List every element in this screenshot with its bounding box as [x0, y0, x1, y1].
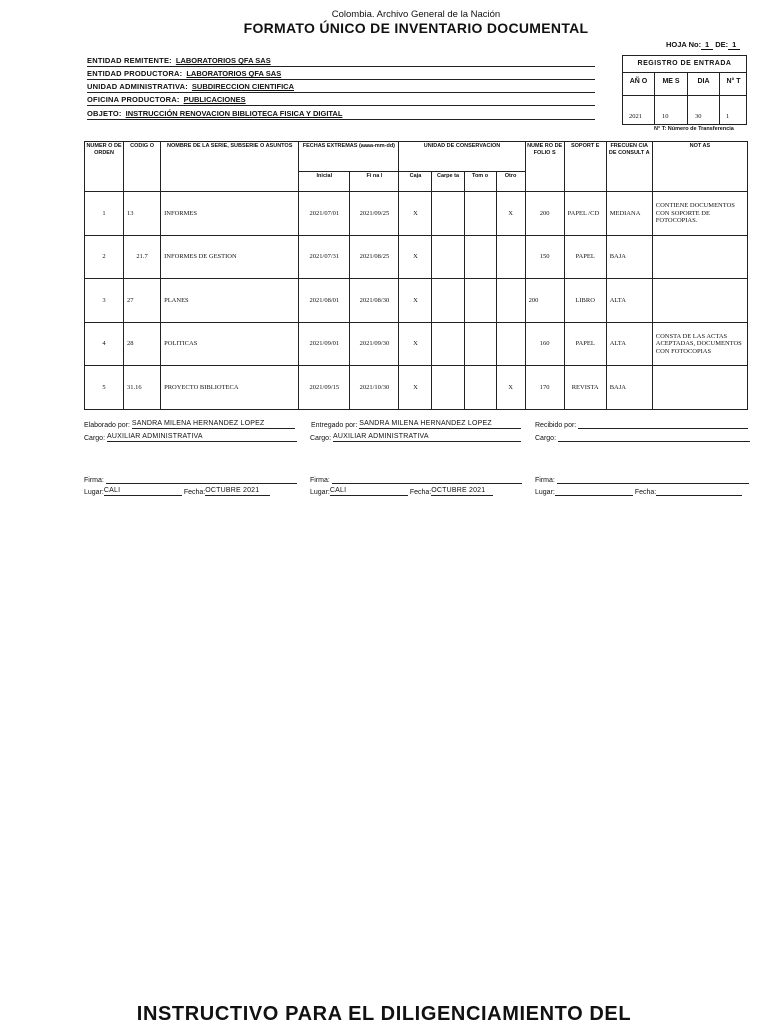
- fecha-label: Fecha:: [634, 489, 657, 496]
- field-label: ENTIDAD REMITENTE:: [87, 56, 172, 65]
- cell-num: 5: [85, 366, 124, 410]
- lugar-value: CALI: [103, 487, 121, 494]
- document-subtitle: Colombia. Archivo General de la Nación: [331, 9, 501, 20]
- lugar-label: Lugar:: [310, 489, 330, 496]
- cell-folios: 200: [525, 279, 564, 323]
- registro-title: REGISTRO DE ENTRADA: [623, 56, 746, 73]
- cell-final: 2021/10/30: [350, 366, 399, 410]
- cell-soporte: PAPEL: [564, 322, 606, 366]
- cell-tomo: [464, 279, 496, 323]
- field-value: INSTRUCCIÓN RENOVACION BIBLIOTECA FISICA Y DIGITAL: [125, 109, 343, 118]
- header-caja: Caja: [399, 172, 432, 192]
- field-label: OFICINA PRODUCTORA:: [87, 95, 180, 104]
- cell-notas: CONSTA DE LAS ACTAS ACEPTADAS, DOCUMENTOS CON FOTOCOPIAS: [652, 322, 747, 366]
- header-numero: NUMER O DE ORDEN: [85, 142, 124, 192]
- cell-tomo: [464, 366, 496, 410]
- header-carpeta: Carpe ta: [432, 172, 464, 192]
- header-tomo: Tom o: [464, 172, 496, 192]
- cell-carpeta: [432, 322, 464, 366]
- lugar-fecha-elaborado: [84, 487, 270, 497]
- cell-frecuencia: MEDIANA: [606, 192, 652, 236]
- cell-caja: X: [399, 192, 432, 236]
- table-row: [85, 192, 748, 236]
- registro-col-ano: AÑ O: [623, 73, 655, 125]
- elaborado-value: SANDRA MILENA HERNANDEZ LOPEZ: [131, 420, 265, 427]
- header-fechas: FECHAS EXTREMAS (aaaa-mm-dd): [299, 142, 399, 172]
- header-codigo: CODIG O: [124, 142, 161, 192]
- cell-soporte: LIBRO: [564, 279, 606, 323]
- firma-recibido: [535, 475, 749, 485]
- cargo-value: AUXILIAR ADMINISTRATIVA: [106, 433, 203, 440]
- header-inicial: Inicial: [299, 172, 350, 192]
- inventory-table: [84, 141, 748, 410]
- cell-soporte: PAPEL /CD: [564, 192, 606, 236]
- recibido-por: [535, 420, 748, 430]
- field-value: LABORATORIOS QFA SAS: [175, 56, 271, 65]
- cell-final: 2021/09/25: [350, 192, 399, 236]
- firma-label: Firma:: [84, 477, 104, 484]
- field-label: UNIDAD ADMINISTRATIVA:: [87, 82, 188, 91]
- cell-frecuencia: BAJA: [606, 366, 652, 410]
- table-row: [85, 279, 748, 323]
- registro-col-dia: DIA: [688, 73, 720, 125]
- entregado-por: [311, 420, 521, 430]
- cargo-elaborado: [84, 433, 297, 443]
- table-row: [85, 366, 748, 410]
- field-unidad-administrativa: [87, 82, 595, 93]
- cell-otro: [496, 235, 525, 279]
- lugar-value: CALI: [329, 487, 347, 494]
- registro-nt-value: 1: [726, 113, 730, 120]
- cell-folios: 200: [525, 192, 564, 236]
- header-unidad: UNIDAD DE CONSERVACION: [399, 142, 525, 172]
- table-header-row: [85, 142, 748, 172]
- header-otro: Otro: [496, 172, 525, 192]
- entregado-label: Entregado por:: [311, 422, 358, 429]
- field-oficina-productora: [87, 95, 595, 106]
- cell-folios: 160: [525, 322, 564, 366]
- header-notas: NOT AS: [652, 142, 747, 192]
- cell-soporte: REVISTA: [564, 366, 606, 410]
- cell-nombre: POLITICAS: [161, 322, 299, 366]
- field-entidad-remitente: [87, 56, 595, 67]
- cell-num: 3: [85, 279, 124, 323]
- cell-soporte: PAPEL: [564, 235, 606, 279]
- cell-num: 4: [85, 322, 124, 366]
- header-final: Fi na l: [350, 172, 399, 192]
- registro-col-nt: N° T: [726, 78, 741, 85]
- cell-num: 1: [85, 192, 124, 236]
- fecha-value: OCTUBRE 2021: [205, 487, 260, 494]
- cell-otro: [496, 279, 525, 323]
- registro-mes-value: 10: [662, 113, 669, 120]
- cell-tomo: [464, 235, 496, 279]
- cell-num: 2: [85, 235, 124, 279]
- elaborado-por: [84, 420, 295, 430]
- cell-notas: [652, 279, 747, 323]
- de-label: DE:: [715, 40, 729, 49]
- fecha-value: OCTUBRE 2021: [431, 487, 486, 494]
- cell-inicial: 2021/09/15: [299, 366, 350, 410]
- firma-label: Firma:: [310, 477, 330, 484]
- hoja-value: 1: [701, 40, 713, 50]
- entregado-value: SANDRA MILENA HERNANDEZ LOPEZ: [359, 420, 492, 427]
- cell-cod: 31.16: [124, 366, 161, 410]
- registro-ano-value: 2021: [629, 113, 642, 120]
- firma-label: Firma:: [535, 477, 555, 484]
- cargo-entregado: [310, 433, 521, 443]
- cell-tomo: [464, 192, 496, 236]
- cell-carpeta: [432, 279, 464, 323]
- cell-otro: X: [496, 192, 525, 236]
- cargo-recibido: [535, 433, 750, 443]
- field-label: ENTIDAD PRODUCTORA:: [87, 69, 183, 78]
- cell-notas: [652, 366, 747, 410]
- table-row: [85, 235, 748, 279]
- de-value: 1: [728, 40, 740, 50]
- cell-frecuencia: BAJA: [606, 235, 652, 279]
- cell-notas: [652, 235, 747, 279]
- cargo-label: Cargo:: [84, 435, 106, 442]
- firma-elaborado: [84, 475, 297, 485]
- cell-notas: CONTIENE DOCUMENTOS CON SOPORTE DE FOTOCOPIAS.: [652, 192, 747, 236]
- cargo-value: AUXILIAR ADMINISTRATIVA: [332, 433, 429, 440]
- sheet-number: [666, 40, 740, 50]
- header-frecuencia: FRECUEN CIA DE CONSULT A: [606, 142, 652, 192]
- cell-inicial: 2021/07/01: [299, 192, 350, 236]
- recibido-label: Recibido por:: [535, 422, 577, 429]
- cell-caja: X: [399, 366, 432, 410]
- cell-inicial: 2021/09/01: [299, 322, 350, 366]
- lugar-label: Lugar:: [84, 489, 104, 496]
- header-nombre: NOMBRE DE LA SERIE, SUBSERIE O ASUNTOS: [161, 142, 299, 192]
- lugar-fecha-recibido: [535, 487, 742, 497]
- cell-cod: 21.7: [124, 235, 161, 279]
- cell-carpeta: [432, 366, 464, 410]
- cell-caja: X: [399, 235, 432, 279]
- field-value: LABORATORIOS QFA SAS: [186, 69, 282, 78]
- fecha-label: Fecha:: [409, 489, 432, 496]
- cell-cod: 13: [124, 192, 161, 236]
- cell-caja: X: [399, 322, 432, 366]
- cell-nombre: PROYECTO BIBLIOTECA: [161, 366, 299, 410]
- cell-final: 2021/08/30: [350, 279, 399, 323]
- cell-nombre: INFORMES: [161, 192, 299, 236]
- registro-note: N° T: Número de Transferencia: [654, 126, 734, 132]
- cell-inicial: 2021/07/31: [299, 235, 350, 279]
- field-objeto: [87, 109, 595, 120]
- cell-cod: 28: [124, 322, 161, 366]
- cell-cod: 27: [124, 279, 161, 323]
- cell-carpeta: [432, 192, 464, 236]
- cell-caja: X: [399, 279, 432, 323]
- cell-frecuencia: ALTA: [606, 279, 652, 323]
- field-value: PUBLICACIONES: [183, 95, 246, 104]
- field-label: OBJETO:: [87, 109, 122, 118]
- document-title: FORMATO ÚNICO DE INVENTARIO DOCUMENTAL: [243, 20, 589, 36]
- fecha-label: Fecha:: [183, 489, 206, 496]
- firma-entregado: [310, 475, 522, 485]
- registro-entrada-box: [622, 55, 747, 125]
- lugar-label: Lugar:: [535, 489, 555, 496]
- cell-folios: 150: [525, 235, 564, 279]
- header-soporte: SOPORT E: [564, 142, 606, 192]
- cell-tomo: [464, 322, 496, 366]
- cell-nombre: PLANES: [161, 279, 299, 323]
- cargo-label: Cargo:: [310, 435, 332, 442]
- elaborado-label: Elaborado por:: [84, 422, 130, 429]
- table-row: [85, 322, 748, 366]
- field-value: SUBDIRECCION CIENTIFICA: [191, 82, 295, 91]
- cell-frecuencia: ALTA: [606, 322, 652, 366]
- cell-otro: X: [496, 366, 525, 410]
- cell-final: 2021/09/30: [350, 322, 399, 366]
- header-folios: NUME RO DE FOLIO S: [525, 142, 564, 192]
- lugar-fecha-entregado: [310, 487, 493, 497]
- cell-final: 2021/08/25: [350, 235, 399, 279]
- cell-inicial: 2021/08/01: [299, 279, 350, 323]
- registro-dia-value: 30: [695, 113, 702, 120]
- field-entidad-productora: [87, 69, 595, 80]
- cell-nombre: INFORMES DE GESTION: [161, 235, 299, 279]
- hoja-label: HOJA No:: [666, 40, 702, 49]
- cargo-label: Cargo:: [535, 435, 557, 442]
- cell-carpeta: [432, 235, 464, 279]
- cell-otro: [496, 322, 525, 366]
- cell-folios: 170: [525, 366, 564, 410]
- instructivo-heading: INSTRUCTIVO PARA EL DILIGENCIAMIENTO DEL: [136, 1003, 632, 1024]
- registro-col-mes: ME S: [655, 73, 688, 125]
